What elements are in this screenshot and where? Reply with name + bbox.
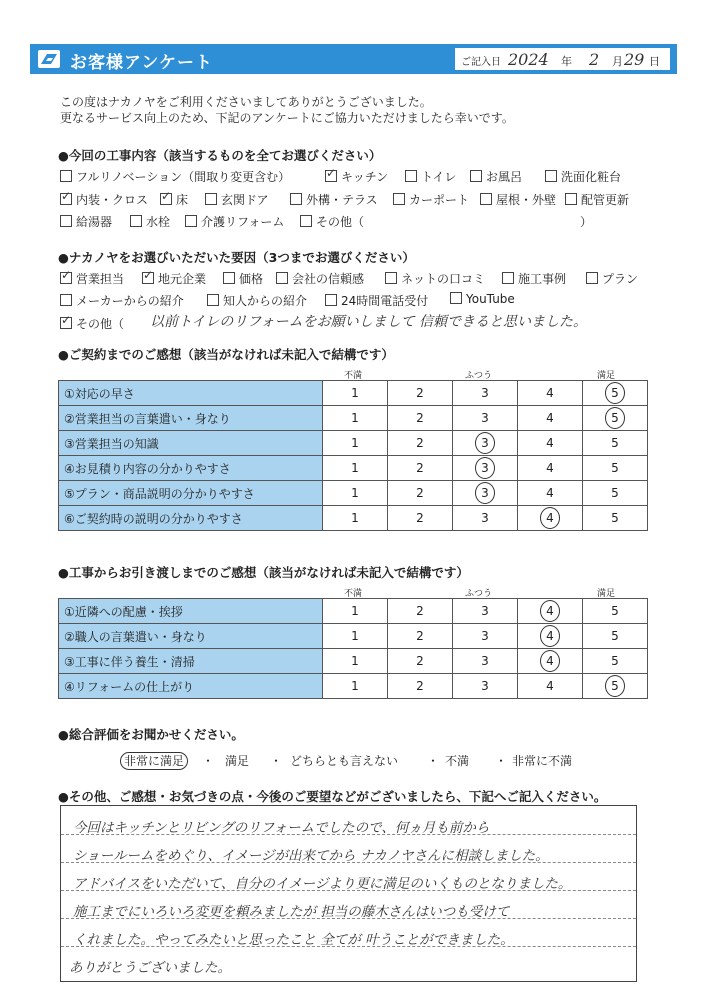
work-item-checkbox[interactable] [205, 191, 269, 208]
work-item-label: カーポート [409, 193, 470, 207]
rating-option-3[interactable] [453, 431, 518, 456]
rating-number: 3 [481, 604, 489, 618]
reason-item-label: プラン [602, 272, 639, 286]
reason-item-checkbox[interactable] [142, 270, 206, 287]
rating-row [59, 649, 648, 674]
rating-option-4[interactable] [518, 456, 583, 481]
section-construction-heading: ●工事からお引き渡しまでのご感想（該当がなければ未記入で結構です） [58, 565, 469, 580]
rating-option-4[interactable] [518, 674, 583, 699]
rating-row-label: ①近隣への配慮・挨拶 [59, 599, 323, 624]
rating-option-2[interactable] [388, 624, 453, 649]
rating-number: 3 [481, 386, 489, 400]
checkbox-icon[interactable] [470, 170, 482, 182]
work-item-checkbox[interactable] [60, 213, 112, 230]
date-year-unit: 年 [561, 55, 572, 68]
checkbox-icon[interactable] [60, 294, 72, 306]
scale-mid-label: ふつう [465, 371, 493, 381]
rating-option-1[interactable] [323, 381, 388, 406]
checkbox-icon[interactable] [545, 170, 557, 182]
rating-number: 5 [611, 629, 619, 643]
work-item-checkbox[interactable] [545, 168, 621, 185]
reason-item-label: 会社の信頼感 [292, 272, 365, 286]
rating-number: 1 [351, 604, 359, 618]
scale-low-label: 不満 [344, 371, 363, 381]
work-item-label: 配管更新 [581, 193, 630, 207]
work-item-checkbox[interactable] [160, 191, 188, 208]
overall-option-label: どちらとも言えない [290, 754, 399, 768]
checkbox-icon[interactable] [385, 272, 397, 284]
rating-number: 1 [351, 486, 359, 500]
reason-item-label: 価格 [239, 272, 264, 286]
rating-option-4[interactable] [518, 624, 583, 649]
checkbox-icon[interactable] [300, 215, 312, 227]
overall-option-selected: 非常に満足 [120, 752, 188, 770]
work-item-checkbox[interactable] [470, 168, 522, 185]
rating-option-4[interactable] [518, 481, 583, 506]
rating-number: 2 [416, 411, 424, 425]
work-item-label: 玄関ドア [221, 193, 269, 207]
checkbox-icon[interactable] [325, 294, 337, 306]
rating-row [59, 481, 648, 506]
rating-selected-circle: 4 [540, 625, 560, 647]
work-item-label: 水栓 [146, 215, 171, 229]
rating-option-1[interactable] [323, 481, 388, 506]
work-item-label: キッチン [341, 170, 389, 184]
rating-option-1[interactable] [323, 674, 388, 699]
checkbox-icon[interactable] [130, 215, 142, 227]
rating-option-1[interactable] [323, 599, 388, 624]
rating-row-label: ④お見積り内容の分かりやすさ [59, 456, 323, 481]
checkbox-icon[interactable] [60, 317, 72, 329]
rating-option-3[interactable] [453, 481, 518, 506]
reason-item-checkbox[interactable] [502, 270, 566, 287]
rating-option-1[interactable] [323, 649, 388, 674]
checkbox-icon[interactable] [405, 170, 417, 182]
reason-item-checkbox[interactable] [385, 270, 485, 287]
rating-option-4[interactable] [518, 599, 583, 624]
comment-line: 今回はキッチンとリビングのリフォームでしたので、何ヵ月も前から [73, 820, 490, 836]
rating-row-label: ①対応の早さ [59, 381, 323, 406]
rating-option-5[interactable] [583, 381, 648, 406]
checkbox-icon[interactable] [480, 193, 492, 205]
rating-option-5[interactable] [583, 406, 648, 431]
rating-selected-circle: 4 [540, 650, 560, 672]
scale-high-label-2: 満足 [597, 589, 616, 599]
work-item-label: 洗面化粧台 [561, 170, 622, 184]
date-month: 2 [589, 50, 600, 69]
checkbox-icon[interactable] [393, 193, 405, 205]
reason-item-checkbox[interactable] [60, 292, 184, 309]
rating-number: 5 [611, 461, 619, 475]
rating-number: 2 [416, 654, 424, 668]
rating-option-1[interactable] [323, 406, 388, 431]
overall-option[interactable] [512, 752, 572, 769]
rating-option-3[interactable] [453, 381, 518, 406]
comment-line: アドバイスをいただいて、自分のイメージより更に満足のいくものとなりました。 [73, 876, 572, 892]
overall-separator: ・ [202, 754, 215, 768]
rating-number: 5 [611, 604, 619, 618]
rating-number: 1 [351, 436, 359, 450]
comment-line: くれました。やってみたいと思ったこと 全てが 叶うことができました。 [73, 932, 514, 948]
checkbox-icon[interactable] [160, 193, 172, 205]
rating-number: 1 [351, 654, 359, 668]
rating-option-5[interactable] [583, 674, 648, 699]
rating-row-label: ②営業担当の言葉遣い・身なり [59, 406, 323, 431]
rating-row-label: ③工事に伴う養生・清掃 [59, 649, 323, 674]
rating-selected-circle: 3 [475, 432, 495, 454]
reason-item-label: メーカーからの紹介 [76, 294, 184, 308]
checkbox-icon[interactable] [276, 272, 288, 284]
rating-row [59, 506, 648, 531]
rating-number: 2 [416, 511, 424, 525]
rating-number: 1 [351, 386, 359, 400]
comment-line: ありがとうございました。 [69, 960, 231, 976]
rating-number: 2 [416, 629, 424, 643]
rating-option-2[interactable] [388, 406, 453, 431]
rating-row-label: ⑥ご契約時の説明の分かりやすさ [59, 506, 323, 531]
work-item-checkbox[interactable] [405, 168, 456, 185]
rating-option-2[interactable] [388, 456, 453, 481]
reason-item-label: ネットの口コミ [401, 272, 486, 286]
checkbox-icon[interactable] [185, 215, 197, 227]
rating-option-5[interactable] [583, 481, 648, 506]
rating-number: 2 [416, 604, 424, 618]
rating-number: 2 [416, 461, 424, 475]
work-item-label: その他（ ） [316, 215, 593, 229]
overall-option[interactable] [225, 752, 249, 769]
overall-separator: ・ [427, 754, 440, 768]
rating-number: 4 [546, 436, 554, 450]
rating-option-5[interactable] [583, 649, 648, 674]
rating-number: 4 [546, 411, 554, 425]
rating-selected-circle: 5 [605, 382, 625, 404]
rating-row [59, 406, 648, 431]
reason-item-label: その他（ [76, 317, 125, 331]
rating-row [59, 456, 648, 481]
section-other-heading: ●その他、ご感想・お気づきの点・今後のご要望などがございましたら、下記へご記入ください。 [58, 789, 607, 804]
reason-item-checkbox[interactable] [60, 270, 124, 287]
work-item-checkbox[interactable] [300, 213, 592, 230]
reason-item-label: 営業担当 [76, 272, 125, 286]
rating-option-1[interactable] [323, 624, 388, 649]
construction-rating-table [58, 598, 648, 699]
rating-row [59, 599, 648, 624]
rating-selected-circle: 3 [475, 482, 495, 504]
rating-number: 3 [481, 679, 489, 693]
overall-option-label: 非常に不満 [512, 754, 573, 768]
rating-number: 3 [481, 629, 489, 643]
reason-item-label: YouTube [466, 292, 515, 306]
work-item-checkbox[interactable] [290, 191, 378, 208]
rating-selected-circle: 5 [605, 407, 625, 429]
rating-option-2[interactable] [388, 381, 453, 406]
comment-line: 施工までにいろいろ変更を頼みましたが 担当の藤木さんはいつも受けて [73, 904, 510, 920]
date-day: 29 [624, 50, 645, 69]
rating-number: 2 [416, 386, 424, 400]
rating-selected-circle: 4 [540, 600, 560, 622]
work-item-label: 給湯器 [76, 215, 113, 229]
rating-row-label: ③営業担当の知識 [59, 431, 323, 456]
rating-row-label: ④リフォームの仕上がり [59, 674, 323, 699]
rating-option-5[interactable] [583, 431, 648, 456]
intro-line-1: この度はナカノヤをご利用くださいましてありがとうございました。 [60, 95, 432, 109]
scale-low-label-2: 不満 [344, 589, 363, 599]
rating-selected-circle: 3 [475, 457, 495, 479]
work-item-checkbox[interactable] [130, 213, 170, 230]
rating-number: 1 [351, 679, 359, 693]
rating-option-4[interactable] [518, 506, 583, 531]
reason-item-checkbox[interactable] [207, 292, 307, 309]
rating-number: 4 [546, 679, 554, 693]
rating-number: 3 [481, 411, 489, 425]
reason-item-checkbox[interactable] [450, 292, 515, 306]
work-item-checkbox[interactable] [185, 213, 284, 230]
rating-row-label: ②職人の言葉遣い・身なり [59, 624, 323, 649]
work-item-checkbox[interactable] [325, 168, 388, 185]
work-item-label: 屋根・外壁 [496, 193, 557, 207]
rating-option-2[interactable] [388, 506, 453, 531]
overall-option[interactable] [120, 752, 188, 769]
overall-option[interactable] [290, 752, 398, 769]
reason-item-checkbox[interactable] [586, 270, 638, 287]
rating-option-5[interactable] [583, 599, 648, 624]
rating-number: 5 [611, 486, 619, 500]
reason-item-label: 施工事例 [518, 272, 567, 286]
rating-option-3[interactable] [453, 674, 518, 699]
rating-number: 5 [611, 436, 619, 450]
rating-option-4[interactable] [518, 381, 583, 406]
overall-separator: ・ [270, 754, 283, 768]
checkbox-icon[interactable] [207, 294, 219, 306]
rating-option-1[interactable] [323, 431, 388, 456]
date-label: ご記入日 [461, 57, 501, 68]
work-item-label: お風呂 [486, 170, 523, 184]
reason-item-checkbox[interactable] [325, 292, 428, 309]
rating-row [59, 381, 648, 406]
rating-number: 5 [611, 511, 619, 525]
checkbox-icon[interactable] [586, 272, 598, 284]
rating-option-5[interactable] [583, 624, 648, 649]
checkbox-icon[interactable] [205, 193, 217, 205]
checkbox-icon[interactable] [502, 272, 514, 284]
rating-option-3[interactable] [453, 456, 518, 481]
rating-option-4[interactable] [518, 406, 583, 431]
checkbox-icon[interactable] [60, 272, 72, 284]
checkbox-icon[interactable] [290, 193, 302, 205]
rating-number: 4 [546, 386, 554, 400]
rating-number: 4 [546, 461, 554, 475]
rating-number: 2 [416, 436, 424, 450]
rating-option-4[interactable] [518, 649, 583, 674]
rating-option-4[interactable] [518, 431, 583, 456]
rating-option-2[interactable] [388, 431, 453, 456]
work-item-checkbox[interactable] [60, 168, 290, 185]
rating-option-1[interactable] [323, 456, 388, 481]
date-day-unit: 日 [649, 55, 660, 68]
overall-option-label: 満足 [225, 754, 250, 768]
rating-row [59, 674, 648, 699]
work-item-label: 外構・テラス [306, 193, 378, 207]
rating-number: 2 [416, 679, 424, 693]
rating-number: 1 [351, 461, 359, 475]
reason-item-checkbox[interactable] [276, 270, 364, 287]
rating-selected-circle: 5 [605, 675, 625, 697]
rating-option-3[interactable] [453, 624, 518, 649]
rating-option-3[interactable] [453, 406, 518, 431]
section-contract-heading: ●ご契約までのご感想（該当がなければ未記入で結構です） [58, 347, 394, 362]
contract-rating-table [58, 380, 648, 531]
work-item-checkbox[interactable] [480, 191, 556, 208]
comment-box [60, 805, 637, 982]
checkbox-icon[interactable] [223, 272, 235, 284]
checkbox-icon[interactable] [60, 215, 72, 227]
rating-option-3[interactable] [453, 599, 518, 624]
page-title: お客様アンケート [70, 53, 213, 73]
reason-other-text: 以前トイレのリフォームをお願いしまして 信頼できると思いました。 [150, 314, 588, 330]
reason-item-checkbox[interactable] [60, 315, 124, 332]
rating-option-5[interactable] [583, 456, 648, 481]
work-item-checkbox[interactable] [565, 191, 629, 208]
date-year: 2024 [508, 50, 549, 69]
rating-option-5[interactable] [583, 506, 648, 531]
section-work-heading: ●今回の工事内容（該当するものを全てお選びください） [58, 148, 382, 163]
work-item-checkbox[interactable] [60, 191, 148, 208]
work-item-label: 介護リフォーム [201, 215, 285, 229]
rating-row-label: ⑤プラン・商品説明の分かりやすさ [59, 481, 323, 506]
rating-option-3[interactable] [453, 506, 518, 531]
rating-row [59, 624, 648, 649]
rating-number: 5 [611, 654, 619, 668]
rating-number: 1 [351, 411, 359, 425]
reason-item-checkbox[interactable] [223, 270, 263, 287]
overall-separator: ・ [495, 754, 508, 768]
rating-number: 3 [481, 511, 489, 525]
reason-item-label: 24時間電話受付 [341, 294, 429, 308]
checkbox-icon[interactable] [60, 193, 72, 205]
overall-option-label: 不満 [445, 754, 470, 768]
rating-selected-circle: 4 [540, 507, 560, 529]
reason-item-label: 知人からの紹介 [223, 294, 308, 308]
rating-number: 1 [351, 511, 359, 525]
scale-high-label: 満足 [597, 371, 616, 381]
work-item-label: トイレ [421, 170, 457, 184]
reason-item-label: 地元企業 [158, 272, 207, 286]
work-item-checkbox[interactable] [393, 191, 469, 208]
work-item-label: フルリノベーション（間取り変更含む） [76, 170, 291, 184]
checkbox-icon[interactable] [565, 193, 577, 205]
rating-option-3[interactable] [453, 649, 518, 674]
rating-number: 3 [481, 654, 489, 668]
rating-option-1[interactable] [323, 506, 388, 531]
rating-option-2[interactable] [388, 481, 453, 506]
section-overall-heading: ●総合評価をお聞かせください。 [58, 727, 244, 742]
rating-row [59, 431, 648, 456]
rating-option-2[interactable] [388, 649, 453, 674]
work-item-label: 床 [176, 193, 189, 207]
checkbox-icon[interactable] [325, 170, 337, 182]
company-logo-icon [38, 50, 60, 68]
overall-option[interactable] [445, 752, 469, 769]
rating-option-2[interactable] [388, 599, 453, 624]
date-month-unit: 月 [612, 55, 623, 68]
rating-number: 4 [546, 486, 554, 500]
checkbox-icon[interactable] [142, 272, 154, 284]
checkbox-icon[interactable] [450, 292, 462, 304]
rating-number: 2 [416, 486, 424, 500]
comment-line: ショールームをめぐり、イメージが出来てから ナカノヤさんに相談しました。 [73, 848, 549, 864]
checkbox-icon[interactable] [60, 170, 72, 182]
rating-option-2[interactable] [388, 674, 453, 699]
rating-number: 1 [351, 629, 359, 643]
work-item-label: 内装・クロス [76, 193, 149, 207]
scale-mid-label-2: ふつう [465, 589, 493, 599]
section-reason-heading: ●ナカノヤをお選びいただいた要因（3つまでお選びください） [58, 250, 415, 265]
intro-line-2: 更なるサービス向上のため、下記のアンケートにご協力いただけましたら幸いです。 [60, 111, 514, 125]
